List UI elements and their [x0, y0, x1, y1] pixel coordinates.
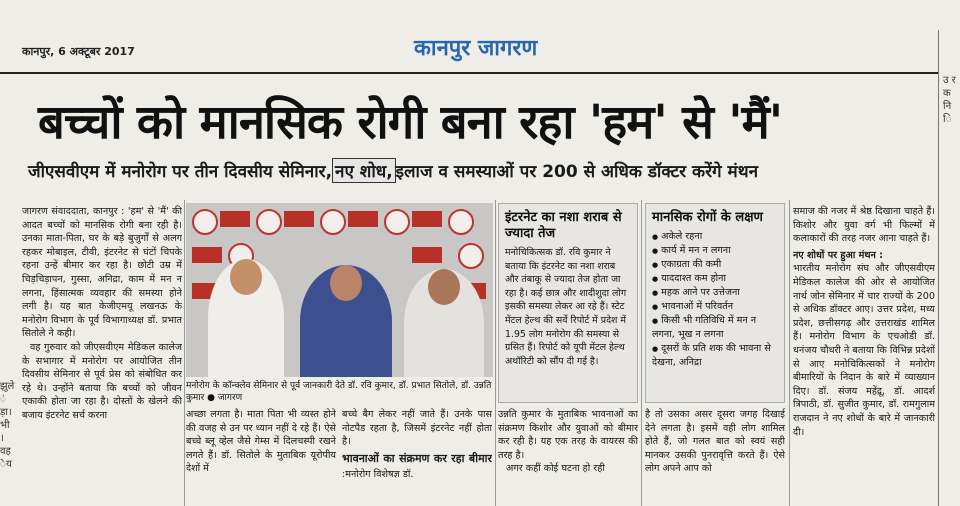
seminar-logo-icon — [384, 209, 410, 235]
col3-subhead — [342, 451, 492, 482]
masthead — [0, 30, 960, 68]
col6-para-2: भारतीय मनोरोग संघ और जीएसवीएम मेडिकल कालेज की ओर से आयोजित नार्थ जोन सेमिनार में चार राज्यों के 200 से अधिक डॉक्टर आए। उत्तर प्रदेश, मध्य प्रदेश, छत्तीसगढ़ और उत्तराखंड शामिल हैं। मनोरोग विभाग के एचओडी डॉ. धनंजय चौधरी ने बताया कि विभिन्न प्रदेशों से आए मनोचिकित्सकों ने मनोरोग बीमारियों के निदान के बारे में व्याख्यान दिए। डॉ. संजय महेंद्रू, डॉ. आदर्श त्रिपाठी, डॉ. सुजीत कुमार, डॉ. रामगुलाम राजदान ने नए शोधों के बारे में जानकारी दी। — [793, 263, 935, 438]
symptoms-box — [645, 203, 785, 403]
seminar-logo-icon — [458, 243, 484, 269]
left-edge-fragment: झुले ं ड़ा। भी । वह ेय — [0, 381, 15, 470]
person-left — [208, 259, 284, 377]
symptom-item: ● भावनाओं में परिवर्तन — [652, 300, 778, 314]
symptoms-box-title: मानसिक रोगों के लक्षण — [652, 210, 763, 225]
col6-subhead: नए शोधों पर हुआ मंथन : — [793, 249, 884, 261]
internet-box-title: इंटरनेट का नशा शराब से ज्यादा तेज — [505, 210, 622, 241]
symptom-item: ● महक आने पर उत्तेजना — [652, 286, 778, 300]
subhead-highlight: नए शोध, — [332, 158, 396, 183]
col3-subhead-tail: :मनोरोग विशेषज्ञ डॉ. — [342, 468, 414, 480]
subhead-part2: इलाज व समस्याओं पर 200 से अधिक डॉक्टर करेंगे मंथन — [395, 162, 759, 182]
column-rule — [495, 200, 496, 506]
article-column-1 — [22, 205, 182, 505]
banner-tile — [348, 211, 378, 227]
col3-para: बच्चे बैग लेकर नहीं जाते हैं। उनके पास नोटपैड रहता है, जिसमें इंटरनेट नहीं होता है। — [342, 409, 492, 448]
brand-logo: कानपुर जागरण — [400, 32, 551, 62]
col4-para-2: अगर कहीं कोई घटना हो रही — [506, 463, 605, 475]
article-column-6 — [793, 205, 935, 505]
symptom-item: ● अकेले रहना — [652, 230, 778, 244]
symptom-item: ● एकाग्रता की कमी — [652, 258, 778, 272]
subhead-part1: जीएसवीएम में मनोरोग पर तीन दिवसीय सेमिनार, — [28, 162, 333, 182]
adjacent-article-edge — [938, 30, 960, 506]
symptom-item: ● किसी भी गतिविधि में मन न लगना, भूख न लगना — [652, 314, 778, 342]
person-right — [404, 269, 484, 377]
banner-tile — [412, 247, 442, 263]
headline: बच्चों को मानसिक रोगी बना रहा 'हम' से 'मैं' — [38, 95, 783, 150]
face — [230, 259, 262, 295]
banner-tile — [192, 247, 222, 263]
internet-addiction-box — [498, 203, 638, 403]
symptom-item: ● दूसरों के प्रति शक की भावना से देखना, अनिद्रा — [652, 342, 778, 370]
col4-para-1: उन्नति कुमार के मुताबिक भावनाओं का संक्रमण किशोर और युवाओं को बीमार कर रही है। यह एक तरह के वायरस की तरह है। — [498, 409, 638, 461]
seminar-logo-icon — [256, 209, 282, 235]
column-rule — [641, 200, 642, 506]
seminar-logo-icon — [448, 209, 474, 235]
masthead-rule — [0, 72, 960, 74]
banner-tile — [412, 211, 442, 227]
col1-para-1: जागरण संवाददाता, कानपुर : 'हम' से 'मैं' की आदत बच्चों को मानसिक रोगी बना रही है। उनका माता-पिता, घर के बड़े बुजुर्गों से अलग रहकर मोबाइल, टीवी, इंटरनेट से घंटों चिपके रहना उन्हें बीमार कर रहा है। छोटी उम्र में चिड़चिड़ापन, गुस्सा, अनिद्रा, काम में मन न लगना, हिंसात्मक व्यवहार की समस्या होने लगी है। यह बात केजीएमयू लखनऊ के मनोरोग विभाग के पूर्व विभागाध्यक्ष डॉ. प्रभात सितोले ने कही। — [22, 206, 182, 340]
symptom-item: ● याददाश्त कम होना — [652, 272, 778, 286]
person-center — [300, 265, 392, 377]
banner-tile — [220, 211, 250, 227]
article-column-2: अच्छा लगता है। माता पिता भी व्यस्त होने की वजह से उन पर ध्यान नहीं दे रहे हैं। ऐसे बच्चे ब्लू व्हेल जैसे गेम्स में दिलचस्पी रखने लगते हैं। डॉ. सितोले के मुताबिक यूरोपीय देशों में — [186, 409, 336, 475]
seminar-logo-icon — [192, 209, 218, 235]
article-column-3 — [342, 408, 492, 506]
col1-para-2: वह गुरुवार को जीएसवीएम मेडिकल कालेज के सभागार में मनोरोग पर आयोजित तीन दिवसीय सेमिनार से पूर्व प्रेस को संबोधित कर रहे थे। उन्होंने बताया कि बच्चों को जीवन एकाकी होता जा रहा है। दोस्तों के खेलने की बजाय इंटरनेट सर्च करना — [22, 341, 182, 421]
symptoms-list — [652, 230, 778, 370]
seminar-logo-icon — [320, 209, 346, 235]
col6-para-1: समाज की नजर में श्रेष्ठ दिखाना चाहते हैं। किशोर और युवा वर्ग भी फिल्मों में कलाकारों की तरह नजर आना चाहते हैं। — [793, 206, 935, 245]
symptom-item: ● कार्य में मन न लगना — [652, 244, 778, 258]
column-rule — [184, 200, 185, 506]
seminar-photo — [186, 203, 493, 377]
photo-caption: मनोरोग के कॉन्क्लेव सेमिनार से पूर्व जानकारी देते डॉ. रवि कुमार, डॉ. प्रभात सितोले, डॉ. उन्नति कुमार ● जागरण — [186, 381, 492, 403]
article-column-5: है तो उसका असर दूसरा जगह दिखाई देने लगता है। इसमें वही लोग शामिल होते हैं, जो गलत बात को स्वयं सही मानकर उसकी पुनरावृत्ति करते हैं। ऐसे लोग अपने आप को — [645, 409, 785, 475]
column-rule — [789, 200, 790, 506]
face — [330, 265, 362, 301]
col3-subhead-text: भावनाओं का संक्रमण कर रहा बीमार — [342, 451, 492, 465]
issue-date: कानपुर, 6 अक्टूबर 2017 — [22, 45, 135, 58]
face — [428, 269, 460, 305]
article-column-4 — [498, 408, 638, 506]
right-edge-fragment: उ र क नि ि — [943, 75, 956, 125]
internet-box-text: मनोचिकित्सक डॉ. रवि कुमार ने बताया कि इंटरनेट का नशा शराब और तंबाकू से ज्यादा तेज होता जा रहा है। कई छात्र और शादीशुदा लोग इसकी समस्या लेकर आ रहे हैं। स्टेट मेंटल हेल्थ की सर्वे रिपोर्ट में प्रदेश में 1.95 लोग मनोरोग की समस्या से ग्रसित हैं। रिपोर्ट को यूपी मेंटल हेल्थ अथॉरिटी को सौंप दी गई है। — [505, 247, 627, 367]
banner-tile — [284, 211, 314, 227]
subheadline — [28, 158, 758, 183]
